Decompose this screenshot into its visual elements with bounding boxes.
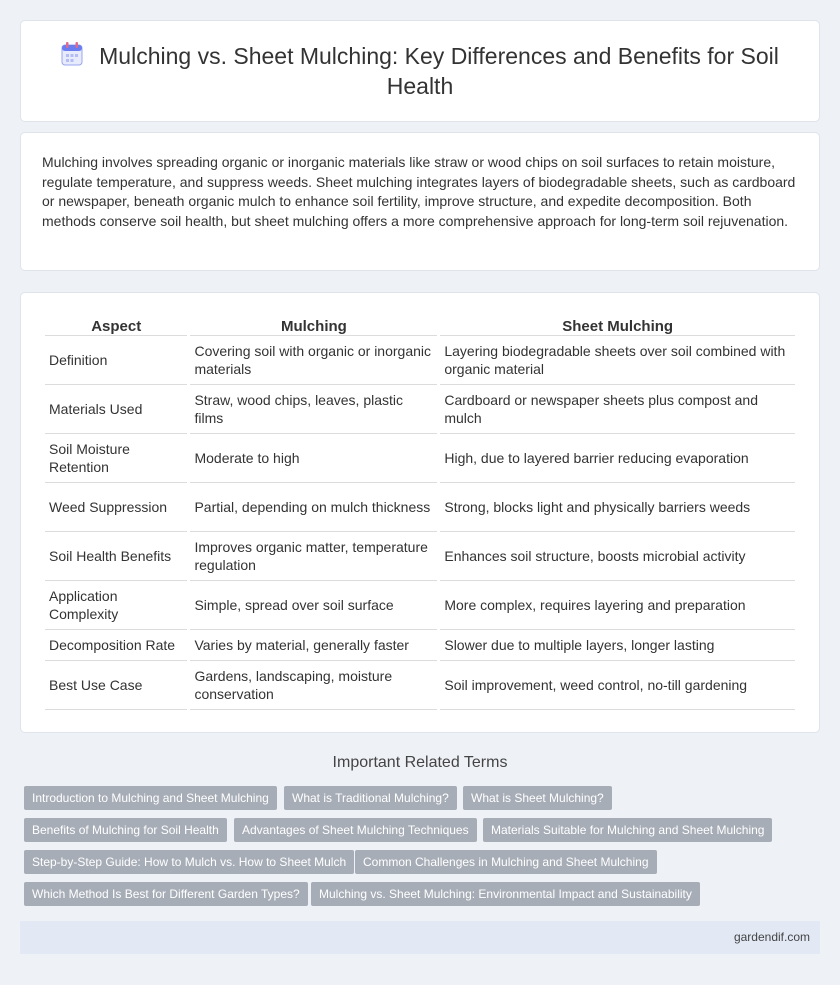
related-tag[interactable]: What is Sheet Mulching? xyxy=(463,786,612,810)
related-tag[interactable]: Common Challenges in Mulching and Sheet Mulching xyxy=(355,850,657,874)
page-title-wrap xyxy=(21,41,819,101)
header-mulching: Mulching xyxy=(190,316,437,336)
intro-card xyxy=(20,132,820,271)
cell-mulching: Simple, spread over soil surface xyxy=(190,581,437,630)
related-tag[interactable]: Introduction to Mulching and Sheet Mulching xyxy=(24,786,277,810)
cell-aspect: Application Complexity xyxy=(45,581,187,630)
cell-sheet-mulching: More complex, requires layering and preparation xyxy=(440,581,795,630)
related-tag[interactable]: Benefits of Mulching for Soil Health xyxy=(24,818,227,842)
cell-aspect: Materials Used xyxy=(45,385,187,434)
cell-mulching: Straw, wood chips, leaves, plastic films xyxy=(190,385,437,434)
cell-sheet-mulching: Cardboard or newspaper sheets plus compost and mulch xyxy=(440,385,795,434)
table-row xyxy=(45,532,795,581)
cell-mulching: Covering soil with organic or inorganic materials xyxy=(190,336,437,385)
table-row xyxy=(45,483,795,532)
table-row xyxy=(45,336,795,385)
cell-aspect: Decomposition Rate xyxy=(45,630,187,661)
cell-mulching: Improves organic matter, temperature regulation xyxy=(190,532,437,581)
cell-sheet-mulching: High, due to layered barrier reducing evaporation xyxy=(440,434,795,483)
comparison-table xyxy=(42,316,798,710)
cell-mulching: Moderate to high xyxy=(190,434,437,483)
intro-paragraph: Mulching involves spreading organic or inorganic materials like straw or wood chips on soil surfaces to retain moisture, regulate temperature, and suppress weeds. Sheet mulching integrates layers of biodegradable sheets, such as cardboard or newspaper, beneath organic mulch to enhance soil fertility, improve structure, and expedite decomposition. Both methods conserve soil health, but sheet mulching offers a more comprehensive approach for long-term soil rejuvenation. xyxy=(42,154,796,229)
header-aspect: Aspect xyxy=(45,316,187,336)
page-title: Mulching vs. Sheet Mulching: Key Differences and Benefits for Soil Health xyxy=(99,43,779,99)
table-row xyxy=(45,630,795,661)
cell-sheet-mulching: Enhances soil structure, boosts microbial activity xyxy=(440,532,795,581)
cell-mulching: Varies by material, generally faster xyxy=(190,630,437,661)
table-row xyxy=(45,434,795,483)
cell-mulching: Gardens, landscaping, moisture conservation xyxy=(190,661,437,710)
related-tag[interactable]: What is Traditional Mulching? xyxy=(284,786,457,810)
related-tag[interactable]: Materials Suitable for Mulching and Sheet Mulching xyxy=(483,818,772,842)
footer xyxy=(20,921,820,954)
related-terms-title: Important Related Terms xyxy=(332,754,508,771)
title-card xyxy=(20,20,820,122)
cell-aspect: Weed Suppression xyxy=(45,483,187,532)
cell-sheet-mulching: Slower due to multiple layers, longer lasting xyxy=(440,630,795,661)
table-row xyxy=(45,581,795,630)
cell-sheet-mulching: Layering biodegradable sheets over soil combined with organic material xyxy=(440,336,795,385)
cell-aspect: Soil Health Benefits xyxy=(45,532,187,581)
table-row xyxy=(45,661,795,710)
cell-sheet-mulching: Strong, blocks light and physically barriers weeds xyxy=(440,483,795,532)
table-header-row xyxy=(45,316,795,336)
header-sheet-mulching: Sheet Mulching xyxy=(440,316,795,336)
cell-aspect: Soil Moisture Retention xyxy=(45,434,187,483)
calendar-icon xyxy=(61,42,83,66)
related-tag[interactable]: Step-by-Step Guide: How to Mulch vs. How to Sheet Mulch xyxy=(24,850,354,874)
cell-aspect: Best Use Case xyxy=(45,661,187,710)
table-row xyxy=(45,385,795,434)
comparison-card xyxy=(20,292,820,733)
cell-aspect: Definition xyxy=(45,336,187,385)
cell-mulching: Partial, depending on mulch thickness xyxy=(190,483,437,532)
related-tag[interactable]: Advantages of Sheet Mulching Techniques xyxy=(234,818,477,842)
cell-sheet-mulching: Soil improvement, weed control, no-till gardening xyxy=(440,661,795,710)
footer-site[interactable]: gardendif.com xyxy=(733,930,810,944)
related-tag[interactable]: Which Method Is Best for Different Garden Types? xyxy=(24,882,308,906)
related-tag[interactable]: Mulching vs. Sheet Mulching: Environmental Impact and Sustainability xyxy=(311,882,700,906)
